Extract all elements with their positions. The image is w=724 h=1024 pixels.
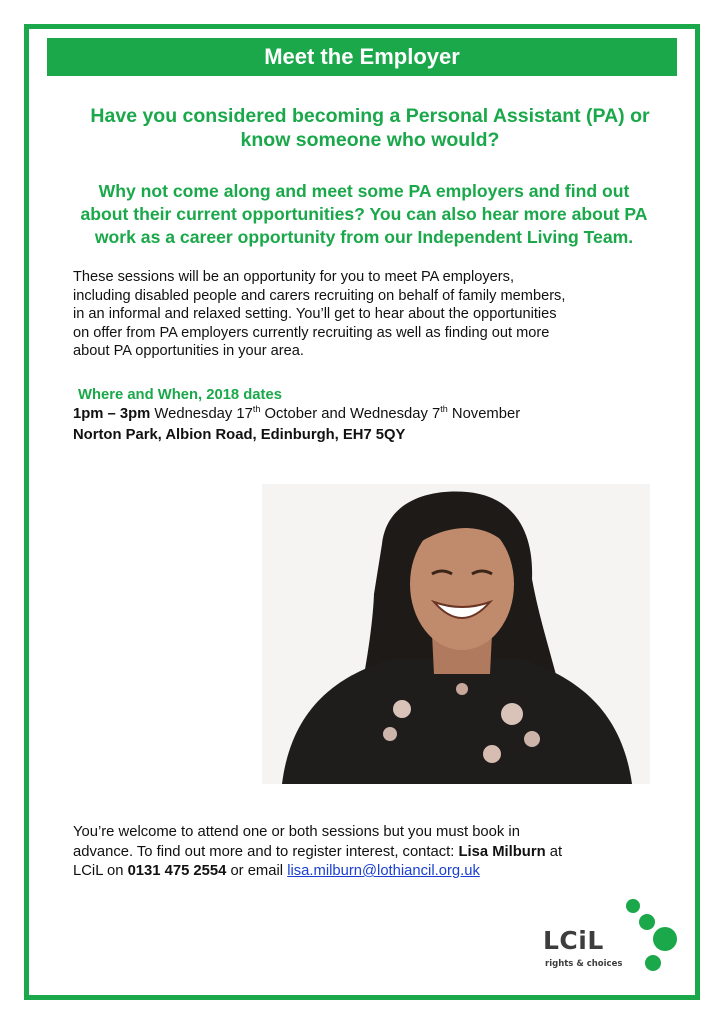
intro-line: These sessions will be an opportunity for you to meet PA employers,	[73, 269, 515, 285]
intro-line: including disabled people and carers recruiting on behalf of family members,	[73, 287, 566, 304]
subheadline	[44, 180, 684, 249]
contact-line	[73, 862, 683, 882]
contact-phone: 0131 475 2554	[127, 863, 227, 879]
contact-line	[73, 843, 683, 863]
intro-paragraph	[73, 268, 673, 361]
logo-name: LCiL	[543, 926, 604, 955]
headline-line: Have you considered becoming a Personal Assistant (PA) or	[90, 105, 650, 127]
intro-line: on offer from PA employers currently recruiting as well as finding out more	[73, 324, 550, 341]
subhead-line: Why not come along and meet some PA employers and find out	[98, 181, 630, 201]
contact-text: LCiL on	[73, 863, 128, 879]
contact-paragraph	[73, 823, 683, 882]
schedule-dates	[73, 405, 693, 424]
subhead-line: about their current opportunities? You can also hear more about PA	[80, 204, 648, 224]
headline-line: know someone who would?	[240, 129, 500, 151]
contact-line: You’re welcome to attend one or both sessions but you must book in	[73, 824, 520, 840]
contact-text: advance. To find out more and to register interest, contact:	[73, 843, 459, 860]
venue-address: Norton Park, Albion Road, Edinburgh, EH7 5QY	[73, 427, 406, 443]
contact-text: at	[545, 843, 563, 860]
lcil-logo	[535, 896, 685, 980]
contact-text: or email	[226, 863, 288, 879]
email-link[interactable]: lisa.milburn@lothiancil.org.uk	[287, 863, 480, 879]
date-text: October and Wednesday 7	[260, 406, 441, 422]
date-text: Wednesday 17	[150, 406, 253, 422]
subhead-line: work as a career opportunity from our Independent Living Team.	[94, 227, 634, 247]
contact-name: Lisa Milburn	[458, 843, 546, 860]
headline	[50, 104, 690, 152]
ordinal-suffix: th	[252, 404, 261, 415]
session-time: 1pm – 3pm	[73, 406, 151, 422]
smiling-woman-photo	[262, 484, 650, 784]
page-title: Meet the Employer	[47, 38, 677, 76]
intro-line: about PA opportunities in your area.	[73, 343, 304, 360]
date-text: November	[447, 406, 521, 422]
ordinal-suffix: th	[440, 404, 448, 415]
schedule-heading: Where and When, 2018 dates	[78, 387, 282, 403]
intro-line: in an informal and relaxed setting. You’ll get to hear about the opportunities	[73, 306, 557, 323]
logo-tagline: rights & choices	[545, 959, 623, 969]
